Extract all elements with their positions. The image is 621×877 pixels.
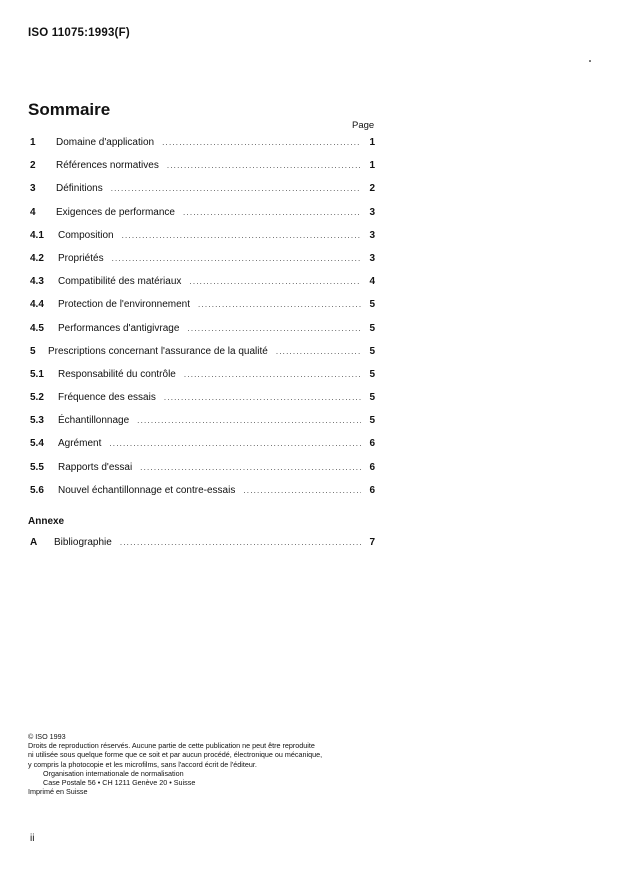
annex-entry-page: 7 [369, 537, 375, 548]
toc-entry-title: Agrément [58, 438, 102, 450]
annex-list [30, 537, 375, 560]
toc-leader-dots [183, 208, 361, 217]
toc-entry-number: 5.5 [30, 461, 44, 473]
table-of-contents [30, 137, 375, 508]
publisher-address: Case Postale 56 • CH 1211 Genève 20 • Suisse [43, 778, 196, 788]
toc-entry-title: Prescriptions concernant l'assurance de la qualité [48, 345, 268, 357]
toc-entry[interactable] [30, 462, 375, 485]
toc-entry[interactable] [30, 392, 375, 415]
toc-entry-number: 1 [30, 137, 36, 148]
toc-entry-page: 6 [369, 438, 375, 450]
copyright-block [28, 732, 378, 796]
toc-entry-title: Protection de l'environnement [58, 299, 190, 311]
toc-entry-title: Responsabilité du contrôle [58, 368, 176, 380]
toc-entry[interactable] [30, 207, 375, 230]
toc-entry-page: 6 [369, 484, 375, 496]
toc-entry[interactable] [30, 183, 375, 206]
toc-entry-page: 1 [369, 160, 375, 172]
toc-leader-dots [276, 347, 361, 356]
toc-entry-page: 5 [369, 392, 375, 404]
toc-entry[interactable] [30, 230, 375, 253]
toc-leader-dots [243, 486, 361, 495]
toc-leader-dots [184, 370, 361, 379]
toc-entry-page: 2 [369, 183, 375, 195]
toc-entry[interactable] [30, 438, 375, 461]
copyright-text: y compris la photocopie et les microfilms, sans l'accord écrit de l'éditeur. [28, 759, 257, 769]
toc-entry[interactable] [30, 369, 375, 392]
toc-entry[interactable] [30, 415, 375, 438]
toc-leader-dots [189, 277, 361, 286]
toc-leader-dots [140, 463, 361, 472]
toc-leader-dots [162, 138, 361, 147]
page-title: Sommaire [28, 100, 111, 119]
toc-entry-title: Performances d'antigivrage [58, 322, 180, 334]
toc-entry-page: 5 [369, 345, 375, 357]
annex-entry[interactable] [30, 537, 375, 560]
toc-entry-number: 4.2 [30, 252, 44, 264]
page-number: ii [30, 833, 35, 844]
copyright-notice: © ISO 1993 [28, 732, 66, 741]
toc-entry-page: 1 [369, 137, 375, 148]
document-id: ISO 11075:1993(F) [28, 27, 130, 39]
toc-entry-number: 3 [30, 183, 36, 195]
toc-entry-number: 5.6 [30, 484, 44, 496]
toc-entry-number: 4.3 [30, 276, 44, 288]
toc-leader-dots [187, 324, 361, 333]
toc-entry-page: 5 [369, 299, 375, 311]
toc-leader-dots [122, 231, 361, 240]
toc-entry-page: 5 [369, 368, 375, 380]
toc-leader-dots [111, 184, 361, 193]
toc-entry[interactable] [30, 346, 375, 369]
printed-in: Imprimé en Suisse [28, 787, 88, 797]
toc-entry-number: 5.1 [30, 368, 44, 380]
toc-entry[interactable] [30, 253, 375, 276]
toc-entry-title: Définitions [56, 183, 103, 195]
toc-entry-page: 3 [369, 252, 375, 264]
toc-entry[interactable] [30, 485, 375, 508]
toc-leader-dots [198, 300, 361, 309]
toc-entry[interactable] [30, 276, 375, 299]
toc-entry-page: 3 [369, 229, 375, 241]
toc-leader-dots [167, 161, 361, 170]
publisher-name: Organisation internationale de normalisation [43, 768, 184, 778]
copyright-text: Droits de reproduction réservés. Aucune partie de cette publication ne peut être reproduite [28, 741, 315, 751]
toc-entry-title: Domaine d'application [56, 137, 155, 148]
toc-entry-number: 2 [30, 160, 36, 172]
toc-entry-number: 4.1 [30, 229, 44, 241]
toc-entry-title: Propriétés [58, 252, 104, 264]
toc-leader-dots [109, 439, 361, 448]
toc-entry-number: 5.4 [30, 438, 44, 450]
toc-entry-number: 5 [30, 345, 36, 357]
toc-entry[interactable] [30, 160, 375, 183]
toc-entry-number: 4.5 [30, 322, 44, 334]
toc-entry[interactable] [30, 299, 375, 322]
toc-entry-title: Exigences de performance [56, 206, 175, 218]
toc-entry[interactable] [30, 137, 375, 160]
toc-entry-page: 5 [369, 322, 375, 334]
toc-entry-title: Nouvel échantillonnage et contre-essais [58, 484, 236, 496]
annex-entry-letter: A [30, 537, 38, 548]
toc-entry-title: Rapports d'essai [58, 461, 133, 473]
toc-entry-page: 5 [369, 415, 375, 427]
toc-entry[interactable] [30, 323, 375, 346]
toc-leader-dots [120, 538, 361, 547]
toc-leader-dots [137, 416, 361, 425]
copyright-text: ni utilisée sous quelque forme que ce soit et par aucun procédé, électronique ou mécanique, [28, 750, 323, 760]
toc-entry-title: Références normatives [56, 160, 159, 172]
toc-entry-number: 5.3 [30, 415, 44, 427]
page-speck [589, 60, 591, 62]
toc-leader-dots [164, 393, 361, 402]
toc-entry-number: 5.2 [30, 392, 44, 404]
toc-entry-number: 4.4 [30, 299, 44, 311]
toc-leader-dots [112, 254, 361, 263]
toc-entry-title: Compatibilité des matériaux [58, 276, 182, 288]
toc-entry-title: Échantillonnage [58, 415, 130, 427]
page-column-label: Page [352, 120, 375, 131]
toc-entry-title: Fréquence des essais [58, 392, 156, 404]
toc-entry-page: 3 [369, 206, 375, 218]
toc-entry-page: 4 [369, 276, 375, 288]
annex-heading: Annexe [28, 516, 65, 527]
toc-entry-page: 6 [369, 461, 375, 473]
toc-entry-number: 4 [30, 206, 36, 218]
annex-entry-title: Bibliographie [54, 537, 112, 548]
toc-entry-title: Composition [58, 229, 114, 241]
